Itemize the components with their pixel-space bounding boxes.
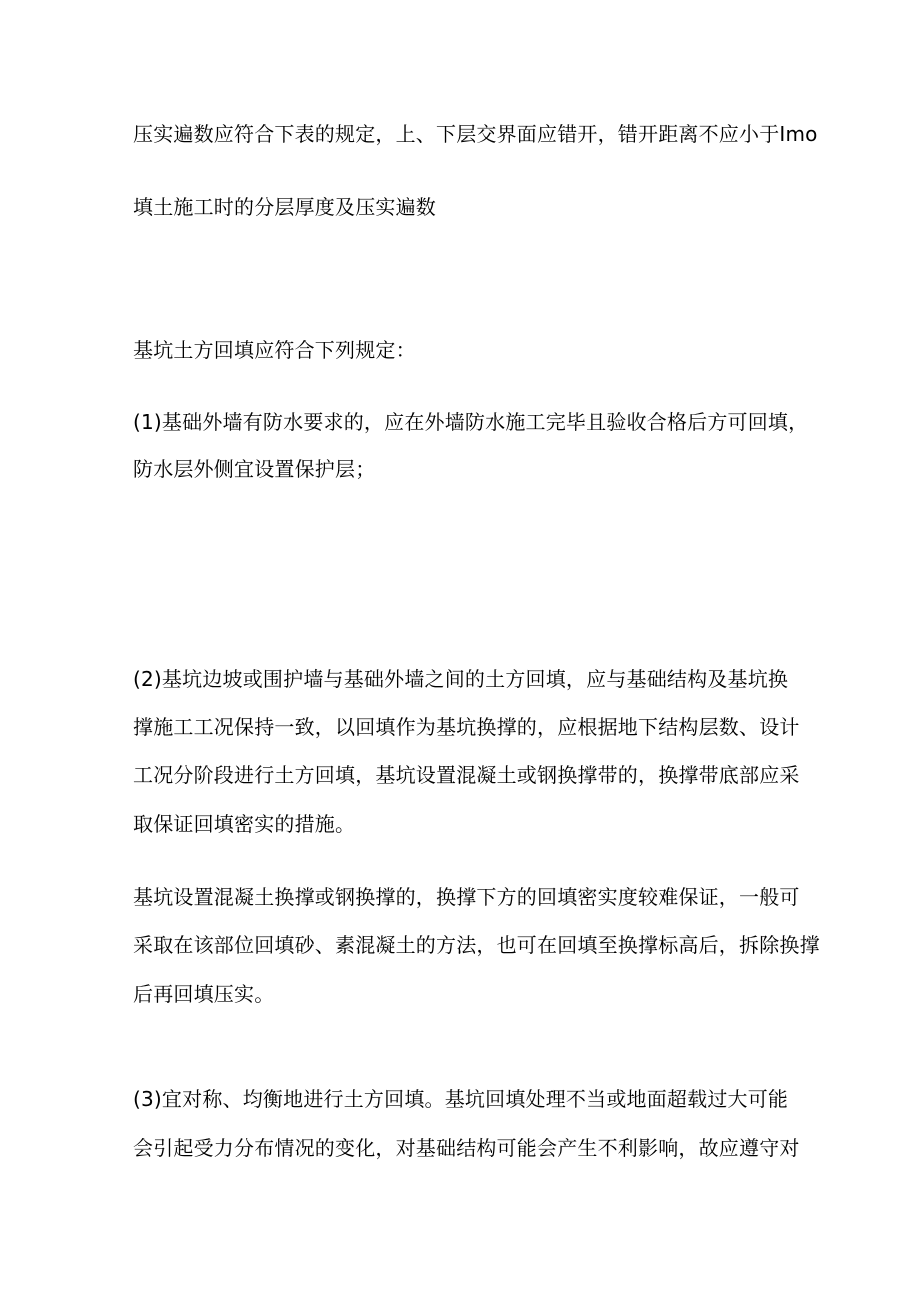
text-line: 撑施工工况保持一致，以回填作为基坑换撑的，应根据地下结构层数、设计 [133, 715, 800, 739]
text-line: (3)宜对称、均衡地进行土方回填。基坑回填处理不当或地面超载过大可能 [133, 1087, 789, 1111]
text-line: 防水层外侧宜设置保护层； [133, 457, 376, 481]
text-line: 会引起受力分布情况的变化，对基础结构可能会产生不利影响，故应遵守对 [133, 1136, 800, 1160]
text-line: 采取在该部位回填砂、素混凝土的方法，也可在回填至换撑标高后，拆除换撑 [133, 933, 820, 957]
text-line: 压实遍数应符合下表的规定，上、下层交界面应错开，错开距离不应小于Imo [133, 122, 818, 146]
text-line: 后再回填压实。 [133, 982, 275, 1006]
text-line: 基坑土方回填应符合下列规定： [133, 338, 416, 362]
text-line: 填土施工时的分层厚度及压实遍数 [133, 195, 436, 219]
text-line: 工况分阶段进行土方回填，基坑设置混凝土或钢换撑带的，换撑带底部应采 [133, 763, 800, 787]
text-line: (1)基础外墙有防水要求的，应在外墙防水施工完毕且验收合格后方可回填， [133, 410, 809, 434]
text-line: (2)基坑边坡或围护墙与基础外墙之间的土方回填，应与基础结构及基坑换 [133, 667, 789, 691]
text-line: 取保证回填密实的措施。 [133, 812, 356, 836]
text-line: 基坑设置混凝土换撑或钢换撑的，换撑下方的回填密实度较难保证，一般可 [133, 885, 800, 909]
